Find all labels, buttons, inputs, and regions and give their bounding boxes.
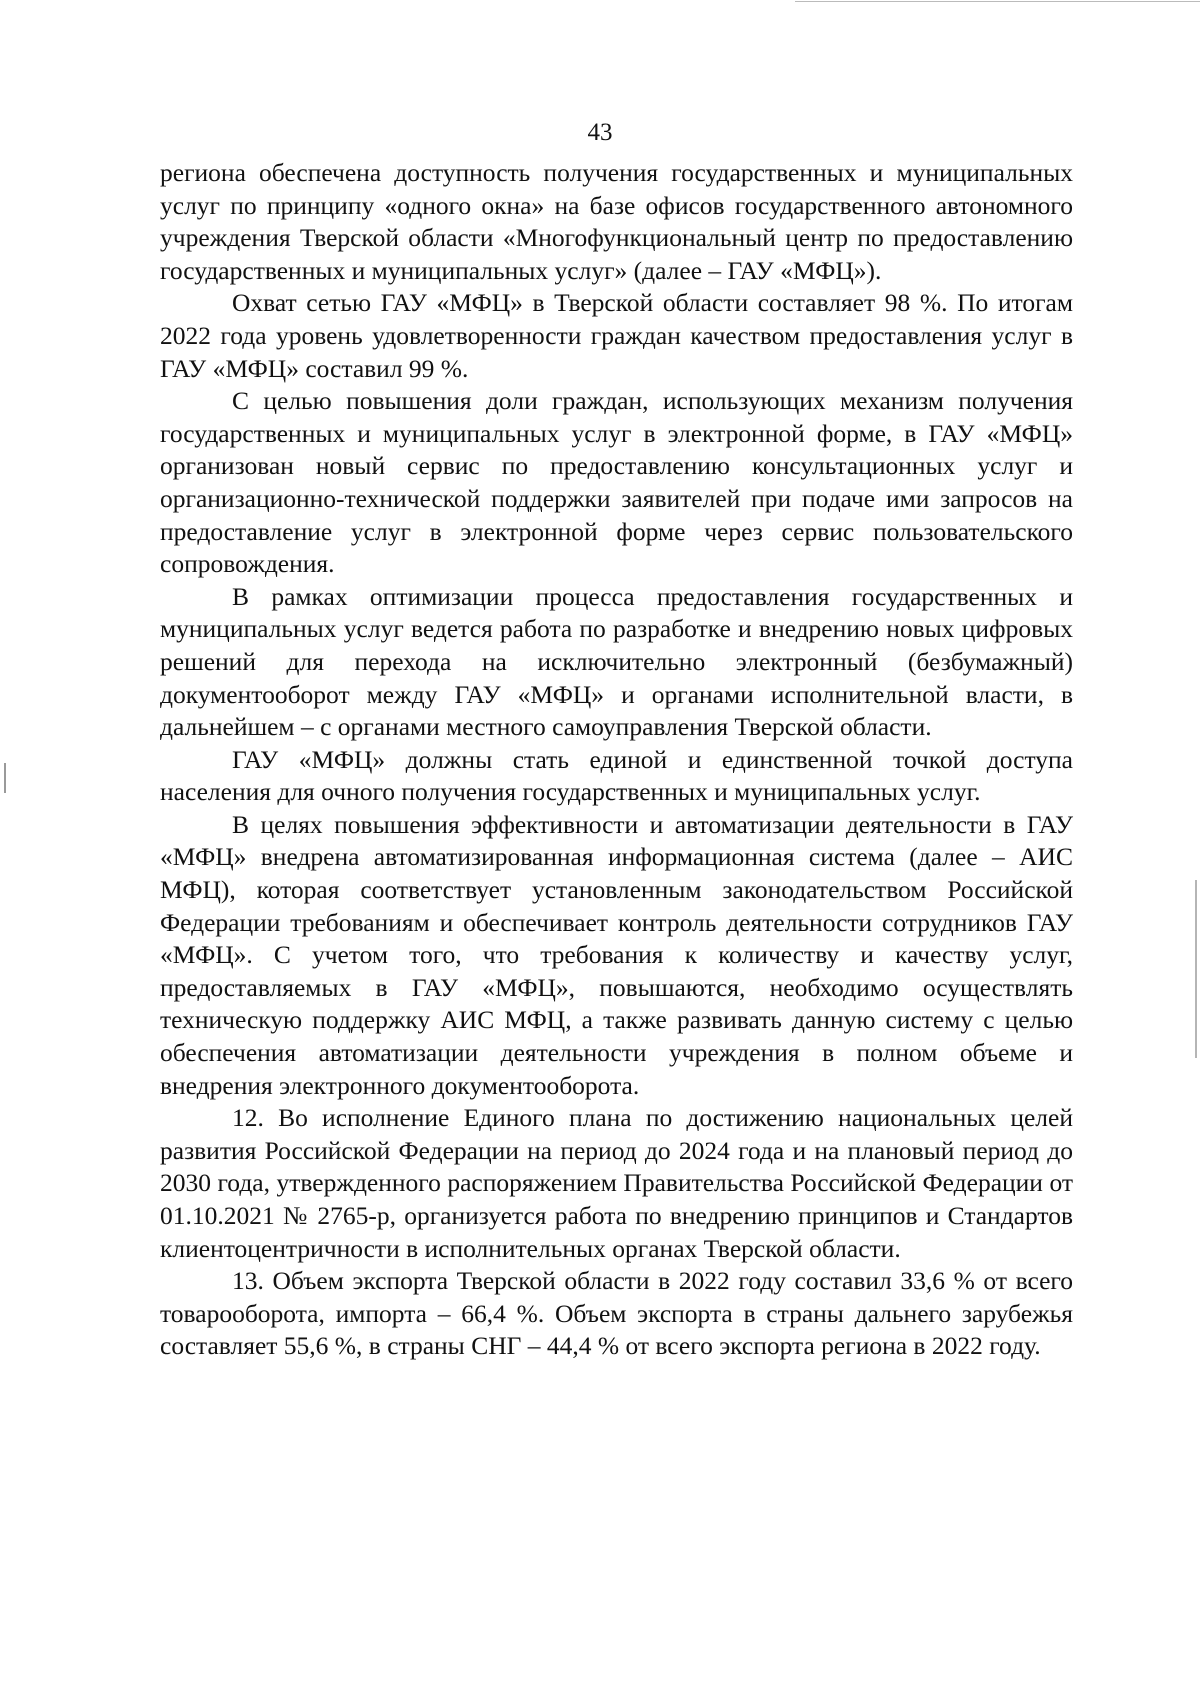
paragraph: В целях повышения эффективности и автоматизации деятельности в ГАУ «МФЦ» внедрена автоматизированная информационная система (далее – АИС МФЦ), которая соответствует установленным законодательством Российской Федерации требованиям и обеспечивает контроль деятельности сотрудников ГАУ «МФЦ». С учетом того, что требования к количеству и качеству услуг, предоставляемых в ГАУ «МФЦ», повышаются, необходимо осуществлять техническую поддержку АИС МФЦ, а также развивать данную систему с целью обеспечения автоматизации деятельности учреждения в полном объеме и внедрения электронного документооборота.: [160, 809, 1073, 1100]
paragraph: Охват сетью ГАУ «МФЦ» в Тверской области составляет 98 %. По итогам 2022 года уровень удовлетворенности граждан качеством предоставления услуг в ГАУ «МФЦ» составил 99 %.: [160, 288, 1073, 383]
page-number: 43: [587, 119, 613, 146]
paragraph-item-12: 12. Во исполнение Единого плана по достижению национальных целей развития Российской Федерации на период до 2024 года и на плановый период до 2030 года, утвержденного распоряжением Правительства Российской Федерации от 01.10.2021 № 2765-р, организуется работа по внедрению принципов и Стандартов клиентоцентричности в исполнительных органах Тверской области.: [160, 1103, 1073, 1263]
scan-margin-mark: [1195, 880, 1197, 1058]
paragraph-continuation: региона обеспечена доступность получения государственных и муниципальных услуг по принципу «одного окна» на базе офисов государственного автономного учреждения Тверской области «Многофункциональный центр по предоставлению государственных и муниципальных услуг» (далее – ГАУ «МФЦ»).: [160, 158, 1073, 285]
paragraph-item-13: 13. Объем экспорта Тверской области в 2022 году составил 33,6 % от всего товарооборота, импорта – 66,4 %. Объем экспорта в страны дальнего зарубежья составляет 55,6 %, в страны СНГ – 44,4 % от всего экспорта региона в 2022 году.: [160, 1266, 1073, 1361]
document-body: [160, 157, 1073, 1363]
paragraph: В рамках оптимизации процесса предоставления государственных и муниципальных услуг ведется работа по разработке и внедрению новых цифровых решений для перехода на исключительно электронный (безбумажный) документооборот между ГАУ «МФЦ» и органами исполнительной власти, в дальнейшем – с органами местного самоуправления Тверской области.: [160, 581, 1073, 742]
scan-margin-mark: [4, 763, 6, 793]
scan-edge-line: [795, 1, 1200, 2]
paragraph: ГАУ «МФЦ» должны стать единой и единственной точкой доступа населения для очного получения государственных и муниципальных услуг.: [160, 744, 1073, 807]
paragraph: С целью повышения доли граждан, использующих механизм получения государственных и муниципальных услуг в электронной форме, в ГАУ «МФЦ» организован новый сервис по предоставлению консультационных услуг и организационно-технической поддержки заявителей при подаче ими запросов на предоставление услуг в электронной форме через сервис пользовательского сопровождения.: [160, 386, 1073, 579]
